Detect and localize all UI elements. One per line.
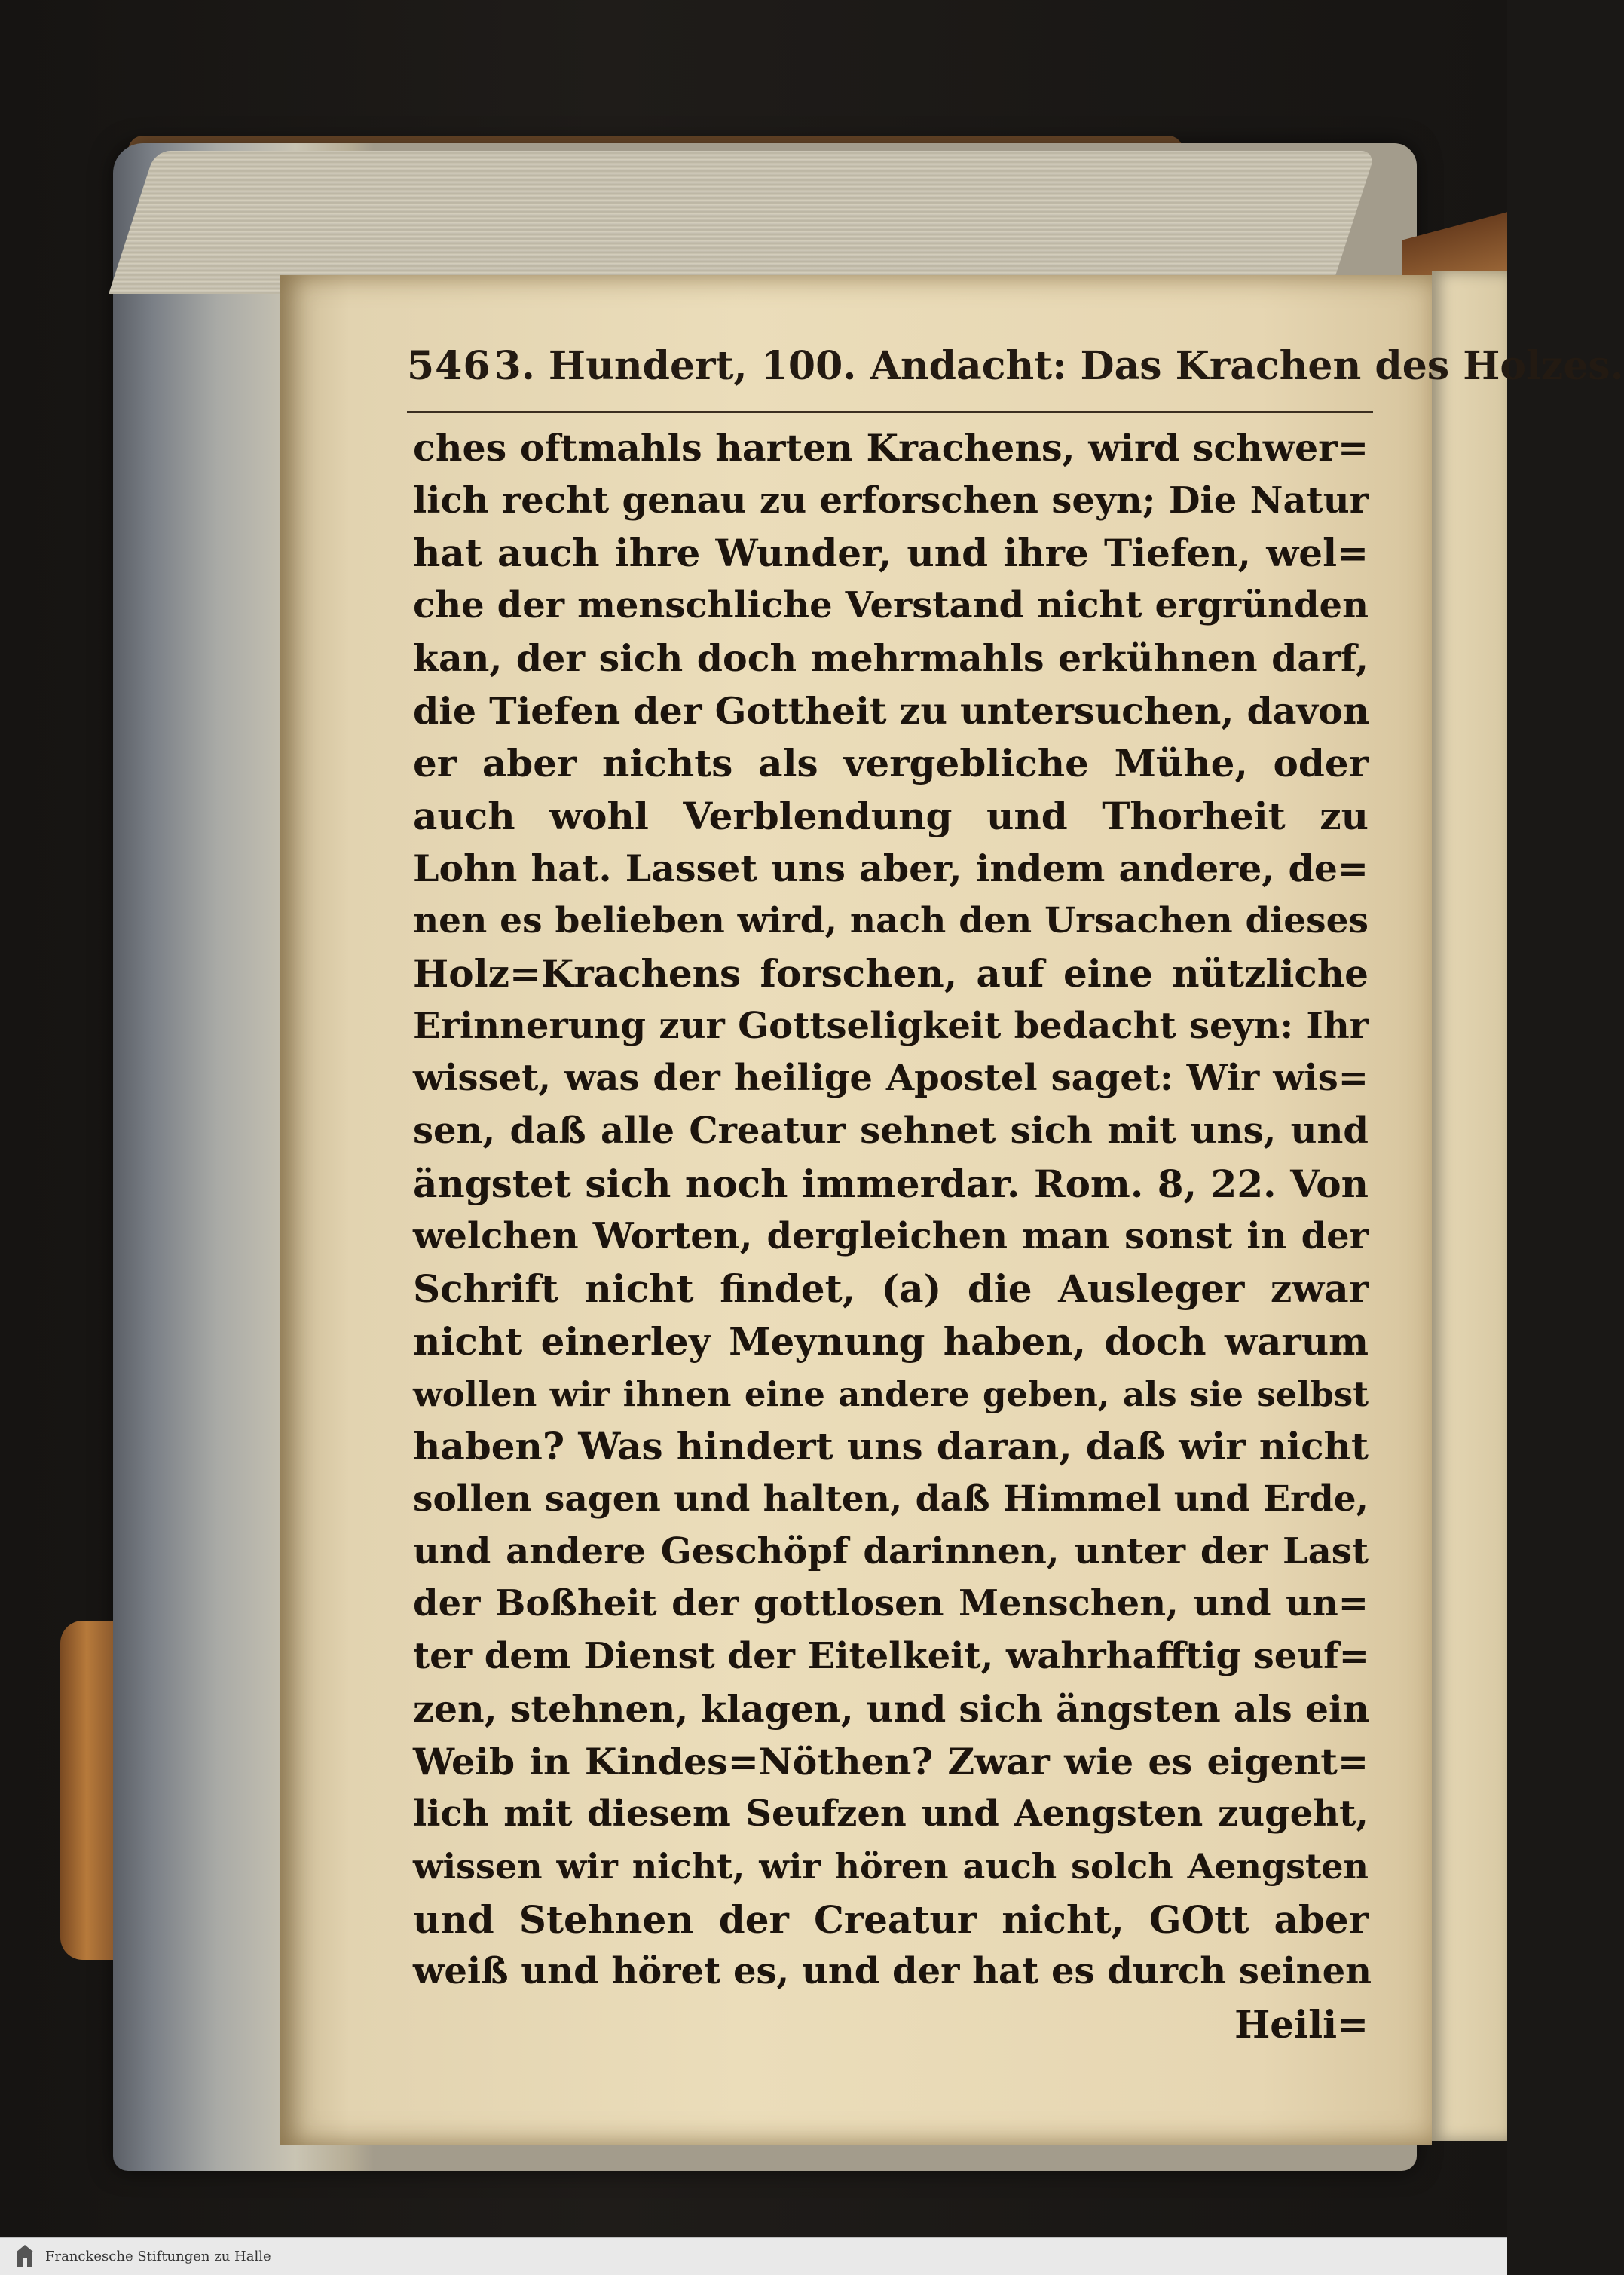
text-line: nicht einerley Meynung haben, doch warum [413, 1318, 1369, 1364]
text-line: wissen wir nicht, wir hören auch solch Aengsten [413, 1845, 1369, 1887]
text-line: nen es belieben wird, nach den Ursachen dieses [413, 900, 1369, 942]
facing-page [1432, 271, 1507, 2141]
text-line: Weib in Kindes=Nöthen? Zwar wie es eigent= [413, 1739, 1369, 1784]
text-line: hat auch ihre Wunder, und ihre Tiefen, wel= [413, 531, 1369, 576]
header-rule [407, 411, 1373, 413]
text-line: zen, stehnen, klagen, und sich ängsten als ein [413, 1686, 1370, 1731]
text-line: Lohn hat. Lasset uns aber, indem andere, de= [413, 846, 1369, 890]
page-body-text [413, 422, 1378, 2051]
text-line: Erinnerung zur Gottseligkeit bedacht seyn: Ihr [413, 1004, 1369, 1047]
text-line: wollen wir ihnen eine andere geben, als sie selbst [413, 1373, 1369, 1414]
text-line: che der menschliche Verstand nicht ergründen [413, 584, 1369, 627]
text-line: er aber nichts als vergebliche Mühe, oder [413, 741, 1369, 786]
institution-name: Franckesche Stiftungen zu Halle [45, 2249, 271, 2264]
footer-bar [0, 2237, 1507, 2275]
text-line: ches oftmahls harten Krachens, wird schwer= [413, 426, 1369, 470]
text-line: ter dem Dienst der Eitelkeit, wahrhafftig seuf= [413, 1635, 1370, 1678]
book-top-edge [109, 151, 1376, 294]
text-line: und andere Geschöpf darinnen, unter der Last [413, 1529, 1369, 1572]
institution-logo-icon [14, 2243, 36, 2270]
text-line: sen, daß alle Creatur sehnet sich mit uns, und [413, 1110, 1369, 1153]
running-header [407, 343, 1624, 411]
text-line: haben? Was hindert uns daran, daß wir nicht [413, 1424, 1369, 1469]
text-line: auch wohl Verblendung und Thorheit zu [413, 793, 1369, 838]
text-line: und Stehnen der Creatur nicht, GOtt aber [413, 1897, 1369, 1942]
text-line: lich mit diesem Seufzen und Aengsten zugeht, [413, 1793, 1369, 1836]
text-line: die Tiefen der Gottheit zu untersuchen, davon [413, 688, 1370, 733]
text-line: weiß und höret es, und der hat es durch seinen [413, 1950, 1372, 1993]
text-line: wisset, was der heilige Apostel saget: Wir wis= [413, 1057, 1369, 1100]
text-line: kan, der sich doch mehrmahls erkühnen darf, [413, 635, 1369, 680]
text-line: lich recht genau zu erforschen seyn; Die Natur [413, 479, 1369, 522]
text-line: ängstet sich noch immerdar. Rom. 8, 22. Von [413, 1161, 1369, 1206]
text-line: welchen Worten, dergleichen man sonst in der [413, 1214, 1369, 1257]
running-title: 3. Hundert, 100. Andacht: Das Krachen des Holzes. [494, 343, 1624, 389]
text-line: der Boßheit der gottlosen Menschen, und un= [413, 1582, 1369, 1625]
text-line: Heili= [1234, 2002, 1369, 2047]
text-line: sollen sagen und halten, daß Himmel und Erde, [413, 1478, 1369, 1520]
text-line: Schrift nicht findet, (a) die Ausleger zwar [413, 1266, 1369, 1312]
text-line: Holz=Krachens forschen, auf eine nützliche [413, 951, 1369, 997]
book-cover-left [60, 1621, 113, 1960]
page-number: 546 [407, 343, 491, 389]
